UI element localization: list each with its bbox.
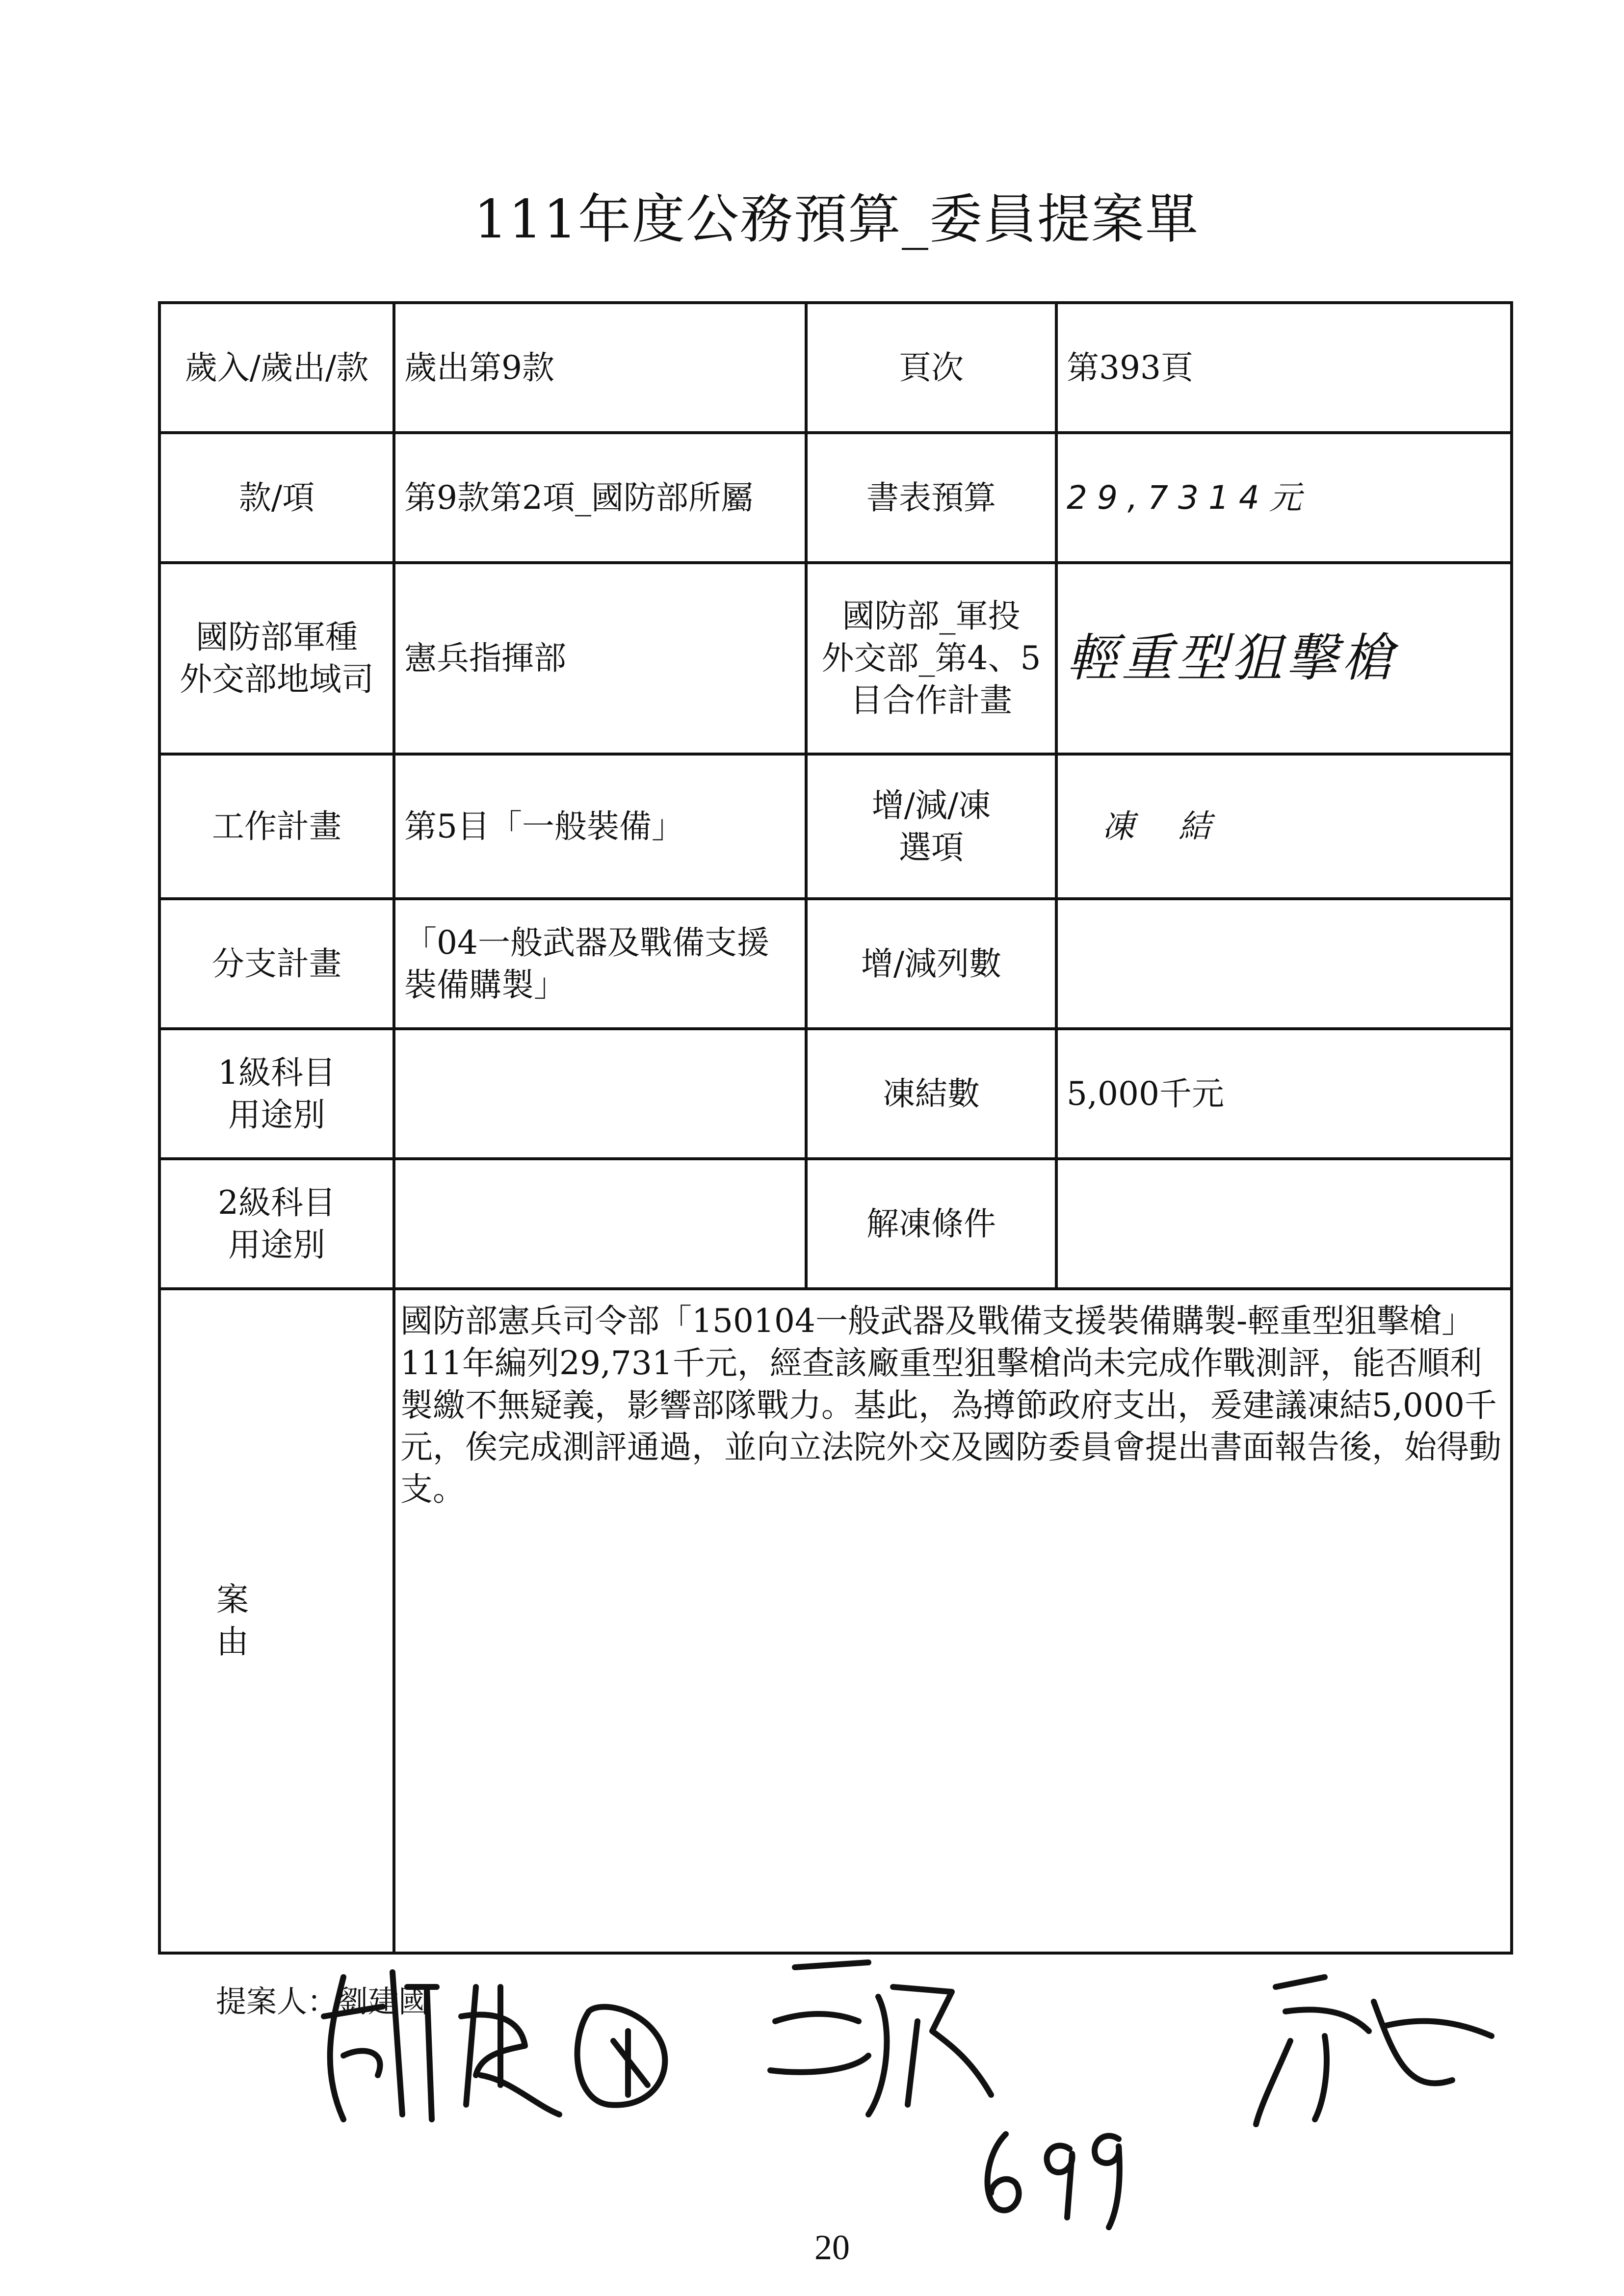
form-row xyxy=(159,1029,1512,1159)
field-label: 解凍條件 xyxy=(806,1159,1056,1289)
field-label: 增/減/凍 選項 xyxy=(806,754,1056,899)
handwritten-budget-value: 29,7314元 xyxy=(1056,433,1512,563)
field-label: 書表預算 xyxy=(806,433,1056,563)
reason-label: 案由 xyxy=(159,1289,394,1953)
field-value: 第9款第2項_國防部所屬 xyxy=(394,433,806,563)
field-value xyxy=(394,1159,806,1289)
field-label: 國防部_軍投 外交部_第4、5 目合作計畫 xyxy=(806,563,1056,754)
form-row xyxy=(159,899,1512,1029)
field-label: 2級科目 用途別 xyxy=(159,1159,394,1289)
field-value: 5,000千元 xyxy=(1056,1029,1512,1159)
handwritten-number xyxy=(971,2119,1138,2232)
field-value: 歲出第9款 xyxy=(394,303,806,433)
field-label: 國防部軍種 外交部地域司 xyxy=(159,563,394,754)
field-value xyxy=(1056,899,1512,1029)
field-value: 憲兵指揮部 xyxy=(394,563,806,754)
field-label: 增/減列數 xyxy=(806,899,1056,1029)
form-row xyxy=(159,754,1512,899)
signatures-area xyxy=(314,1957,1550,2134)
handwritten-option-value: 凍結 xyxy=(1056,754,1512,899)
field-label: 分支計畫 xyxy=(159,899,394,1029)
field-label: 凍結數 xyxy=(806,1029,1056,1159)
field-value: 「04一般武器及戰備支援裝備購製」 xyxy=(394,899,806,1029)
form-row xyxy=(159,303,1512,433)
reason-text: 國防部憲兵司令部「150104一般武器及戰備支援裝備購製-輕重型狙擊槍」111年編列29,731千元，經查該廠重型狙擊槍尚未完成作戰測評，能否順利製繳不無疑義，影響部隊戰力。基此，為撙節政府支出，爰建議凍結5,000千元，俟完成測評通過，並向立法院外交及國防委員會提出書面報告後，始得動支。 xyxy=(394,1289,1512,1953)
reason-row xyxy=(159,1289,1512,1953)
field-label: 頁次 xyxy=(806,303,1056,433)
field-label: 款/項 xyxy=(159,433,394,563)
page-number: 20 xyxy=(814,2228,850,2267)
form-row xyxy=(159,563,1512,754)
field-value: 第393頁 xyxy=(1056,303,1512,433)
field-label: 工作計畫 xyxy=(159,754,394,899)
proposer-name: 劉建國 xyxy=(338,1985,429,2019)
proposal-form-table xyxy=(158,301,1513,1955)
field-label: 1級科目 用途別 xyxy=(159,1029,394,1159)
handwritten-item-value: 輕重型狙擊槍 xyxy=(1056,563,1512,754)
handwritten-signature xyxy=(770,1962,991,2114)
field-value xyxy=(1056,1159,1512,1289)
proposer-label: 提案人： xyxy=(216,1985,338,2019)
page-title: 111年度公務預算_委員提案單 xyxy=(473,189,1200,250)
form-row xyxy=(159,433,1512,563)
field-value xyxy=(394,1029,806,1159)
handwritten-signature xyxy=(324,1972,665,2119)
handwritten-signature xyxy=(1256,1977,1492,2124)
field-label: 歲入/歲出/款 xyxy=(159,303,394,433)
field-value: 第5目「一般裝備」 xyxy=(394,754,806,899)
form-row xyxy=(159,1159,1512,1289)
